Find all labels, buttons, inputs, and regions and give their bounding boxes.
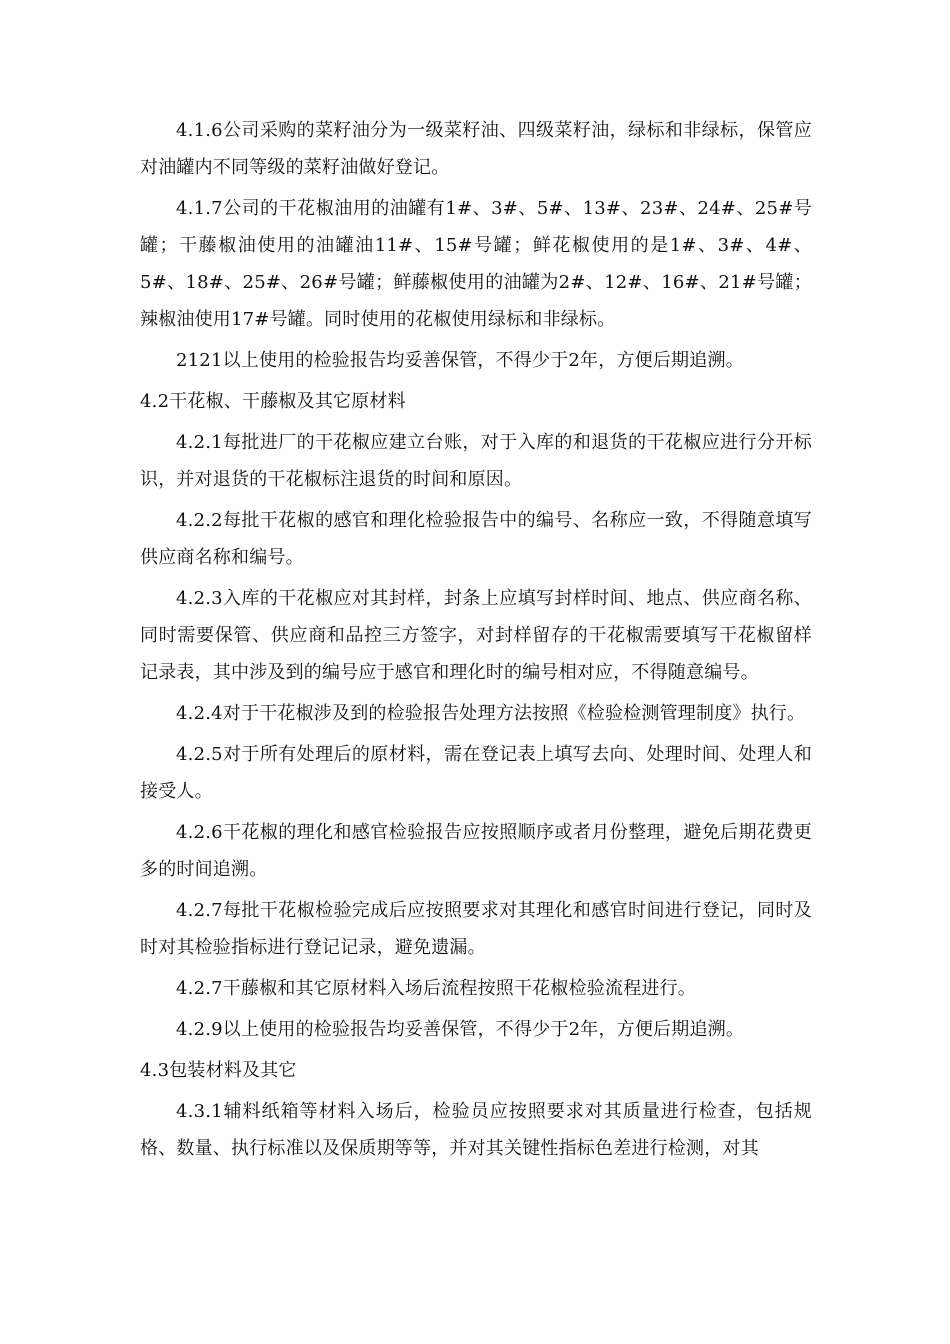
- heading-4-3: 4.3包装材料及其它: [140, 1060, 297, 1081]
- para-4-2-1: 4.2.1每批进厂的干花椒应建立台账，对于入库的和退货的干花椒应进行分开标识，并对退货的干花椒标注退货的时间和原因。: [140, 432, 812, 490]
- para-4-2-6: 4.2.6干花椒的理化和感官检验报告应按照顺序或者月份整理，避免后期花费更多的时间追溯。: [140, 822, 812, 880]
- para-2121: 2121以上使用的检验报告均妥善保管，不得少于2年，方便后期追溯。: [176, 350, 744, 371]
- para-4-2-3: 4.2.3入库的干花椒应对其封样，封条上应填写封样时间、地点、供应商名称、同时需要保管、供应商和品控三方签字，对封样留存的干花椒需要填写干花椒留样记录表，其中涉及到的编号应于感官和理化时的编号相对应，不得随意编号。: [140, 588, 812, 683]
- document-body: [140, 112, 812, 1171]
- para-4-2-2: 4.2.2每批干花椒的感官和理化检验报告中的编号、名称应一致，不得随意填写供应商名称和编号。: [140, 510, 812, 568]
- para-4-1-7: 4.1.7公司的干花椒油用的油罐有1#、3#、5#、13#、23#、24#、25#号罐；干藤椒油使用的油罐油11#、15#号罐；鲜花椒使用的是1#、3#、4#、5#、18#、25#、26#号罐；鲜藤椒使用的油罐为2#、12#、16#、21#号罐；辣椒油使用17#号罐。同时使用的花椒使用绿标和非绿标。: [140, 198, 812, 330]
- para-4-1-6: 4.1.6公司采购的菜籽油分为一级菜籽油、四级菜籽油，绿标和非绿标，保管应对油罐内不同等级的菜籽油做好登记。: [140, 120, 812, 178]
- para-4-2-4: 4.2.4对于干花椒涉及到的检验报告处理方法按照《检验检测管理制度》执行。: [176, 703, 806, 724]
- para-4-2-7b: 4.2.7干藤椒和其它原材料入场后流程按照干花椒检验流程进行。: [176, 978, 696, 999]
- para-4-2-7a: 4.2.7每批干花椒检验完成后应按照要求对其理化和感官时间进行登记，同时及时对其检验指标进行登记记录，避免遗漏。: [140, 900, 812, 958]
- heading-4-2: 4.2干花椒、干藤椒及其它原材料: [140, 391, 406, 412]
- para-4-2-9: 4.2.9以上使用的检验报告均妥善保管，不得少于2年，方便后期追溯。: [176, 1019, 745, 1040]
- para-4-3-1: 4.3.1辅料纸箱等材料入场后，检验员应按照要求对其质量进行检查，包括规格、数量、执行标准以及保质期等等，并对其关键性指标色差进行检测，对其: [140, 1101, 812, 1159]
- para-4-2-5: 4.2.5对于所有处理后的原材料，需在登记表上填写去向、处理时间、处理人和接受人。: [140, 744, 812, 802]
